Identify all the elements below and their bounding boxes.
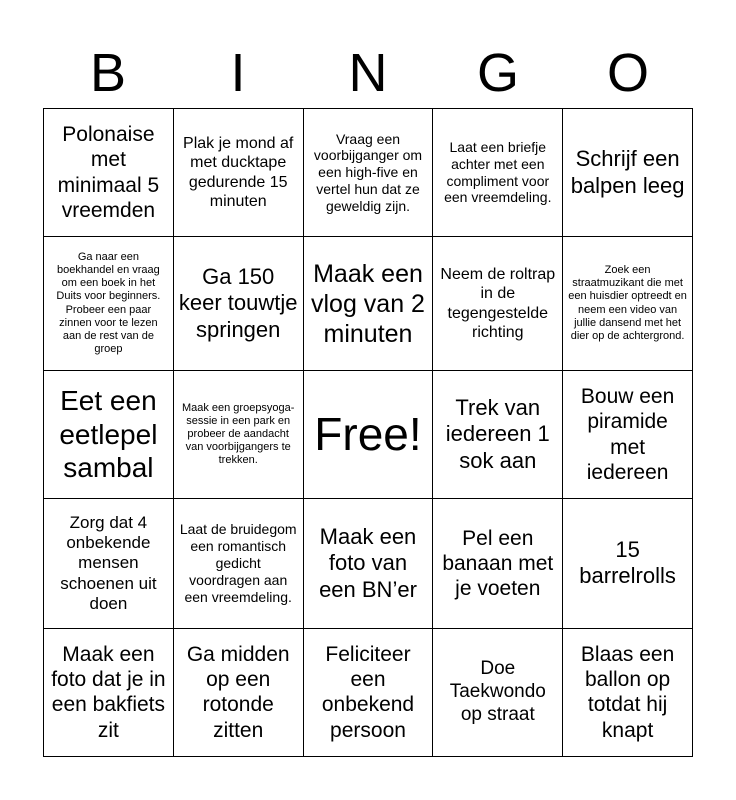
bingo-cell: Ga naar een boekhandel en vraag om een boek in het Duits voor beginners. Probeer een paar zinnen voor te lezen aan de rest van de groep — [44, 237, 174, 371]
board-row — [44, 370, 693, 498]
bingo-cell: Schrijf een balpen leeg — [563, 109, 693, 237]
header-letter-b: B — [89, 43, 127, 103]
header-letter-g: G — [476, 43, 519, 103]
bingo-cell: Bouw een piramide met iedereen — [563, 370, 693, 498]
bingo-cell: Ga midden op een rotonde zitten — [173, 628, 303, 756]
bingo-cell: Feliciteer een onbekend persoon — [303, 628, 433, 756]
bingo-board — [43, 108, 693, 757]
bingo-cell: Laat een briefje achter met een compliment voor een vreemdeling. — [433, 109, 563, 237]
bingo-cell: Plak je mond af met ducktape gedurende 15 minuten — [173, 109, 303, 237]
bingo-cell: Maak een foto van een BN’er — [303, 499, 433, 629]
bingo-cell: Ga 150 keer touwtje springen — [173, 237, 303, 371]
board-row — [44, 499, 693, 629]
bingo-cell: 15 barrelrolls — [563, 499, 693, 629]
header-letter-o: O — [606, 43, 649, 103]
bingo-cell: Neem de roltrap in de tegengestelde richting — [433, 237, 563, 371]
bingo-cell: Zoek een straatmuzikant die met een huisdier optreedt en neem een video van jullie dansend met het dier op de achtergrond. — [563, 237, 693, 371]
free-space: Free! — [303, 370, 433, 498]
bingo-cell: Trek van iedereen 1 sok aan — [433, 370, 563, 498]
bingo-cell: Zorg dat 4 onbekende mensen schoenen uit doen — [44, 499, 174, 629]
board-row — [44, 628, 693, 756]
bingo-header — [43, 38, 693, 108]
bingo-cell: Maak een foto dat je in een bakfiets zit — [44, 628, 174, 756]
header-letter-n: N — [348, 43, 388, 103]
bingo-cell: Maak een groepsyoga-sessie in een park en probeer de aandacht van voorbijgangers te trekken. — [173, 370, 303, 498]
board-row — [44, 237, 693, 371]
board-row — [44, 109, 693, 237]
bingo-cell: Polonaise met minimaal 5 vreemden — [44, 109, 174, 237]
header-letter-i: I — [230, 43, 246, 103]
bingo-cell: Maak een vlog van 2 minuten — [303, 237, 433, 371]
bingo-cell: Eet een eetlepel sambal — [44, 370, 174, 498]
bingo-cell: Laat de bruidegom een romantisch gedicht voordragen aan een vreemdeling. — [173, 499, 303, 629]
bingo-cell: Pel een banaan met je voeten — [433, 499, 563, 629]
bingo-cell: Blaas een ballon op totdat hij knapt — [563, 628, 693, 756]
bingo-cell: Doe Taekwondo op straat — [433, 628, 563, 756]
bingo-cell: Vraag een voorbijganger om een high-five en vertel hun dat ze geweldig zijn. — [303, 109, 433, 237]
